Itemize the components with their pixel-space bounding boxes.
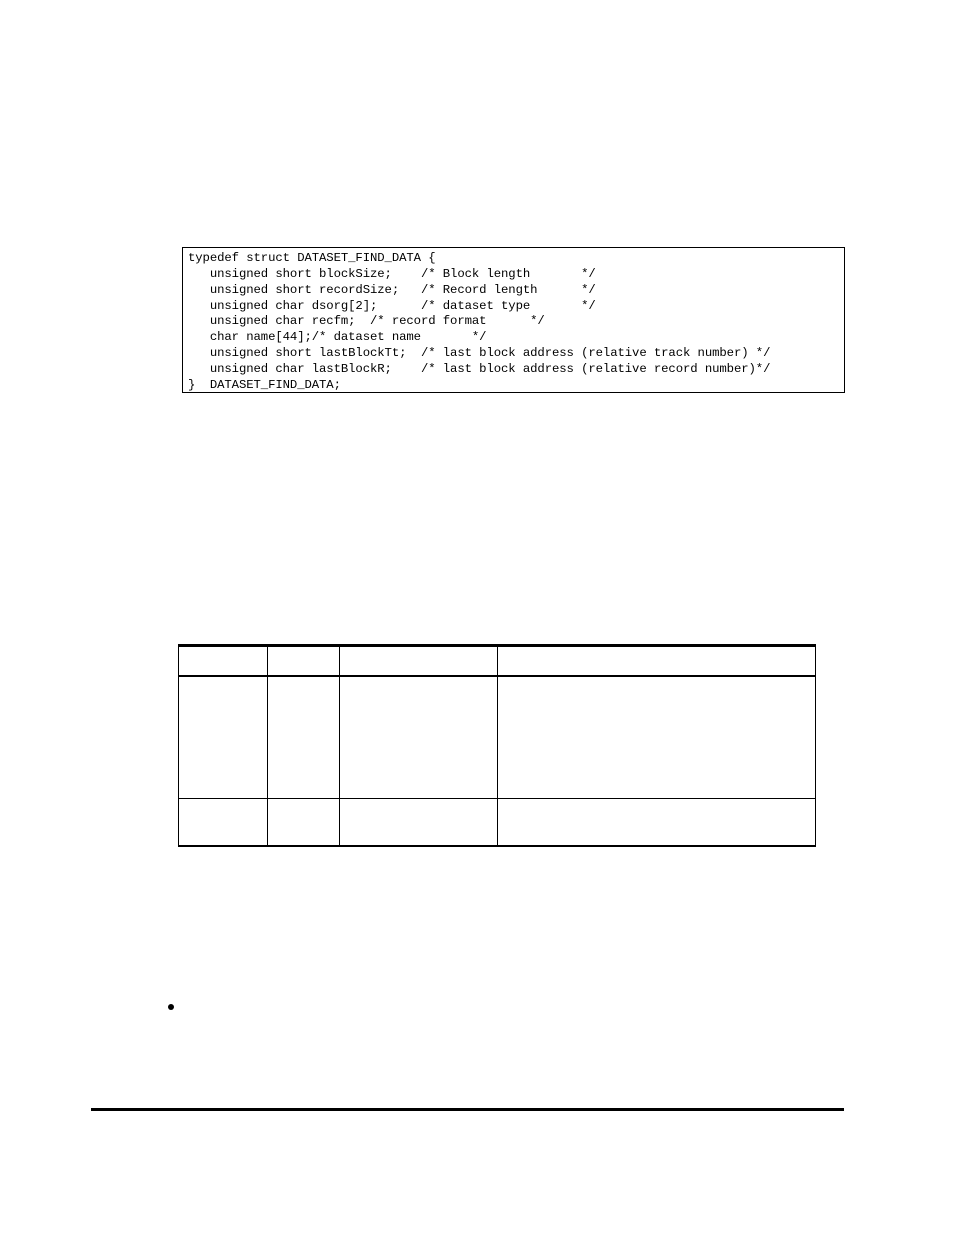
- table-cell: [340, 676, 498, 799]
- table-header-cell: [498, 646, 816, 677]
- code-block: [182, 247, 845, 393]
- footer-divider: [91, 1108, 844, 1111]
- table-header-cell: [268, 646, 340, 677]
- table-cell: [179, 799, 268, 847]
- code-line: unsigned char recfm; /* record format */: [188, 314, 545, 329]
- table-header-cell: [179, 646, 268, 677]
- code-line: unsigned short lastBlockTt; /* last block address (relative track number) */: [188, 346, 771, 361]
- code-line: } DATASET_FIND_DATA;: [188, 377, 341, 392]
- code-line: unsigned char dsorg[2]; /* dataset type */: [188, 298, 596, 313]
- fields-table: [178, 644, 816, 847]
- table-row: [179, 799, 816, 847]
- code-line: unsigned short blockSize; /* Block length */: [188, 266, 596, 281]
- table-header-cell: [340, 646, 498, 677]
- code-line: unsigned char lastBlockR; /* last block address (relative record number)*/: [188, 361, 771, 376]
- code-line: char name[44];/* dataset name */: [188, 330, 487, 345]
- table-cell: [340, 799, 498, 847]
- bullet-point: [168, 1004, 174, 1010]
- table-cell: [268, 799, 340, 847]
- table-cell: [179, 676, 268, 799]
- code-line: unsigned short recordSize; /* Record length */: [188, 282, 596, 297]
- table-header-row: [179, 646, 816, 677]
- table-cell: [498, 799, 816, 847]
- code-line: typedef struct DATASET_FIND_DATA {: [188, 251, 436, 265]
- table-cell: [498, 676, 816, 799]
- table-row: [179, 676, 816, 799]
- table-cell: [268, 676, 340, 799]
